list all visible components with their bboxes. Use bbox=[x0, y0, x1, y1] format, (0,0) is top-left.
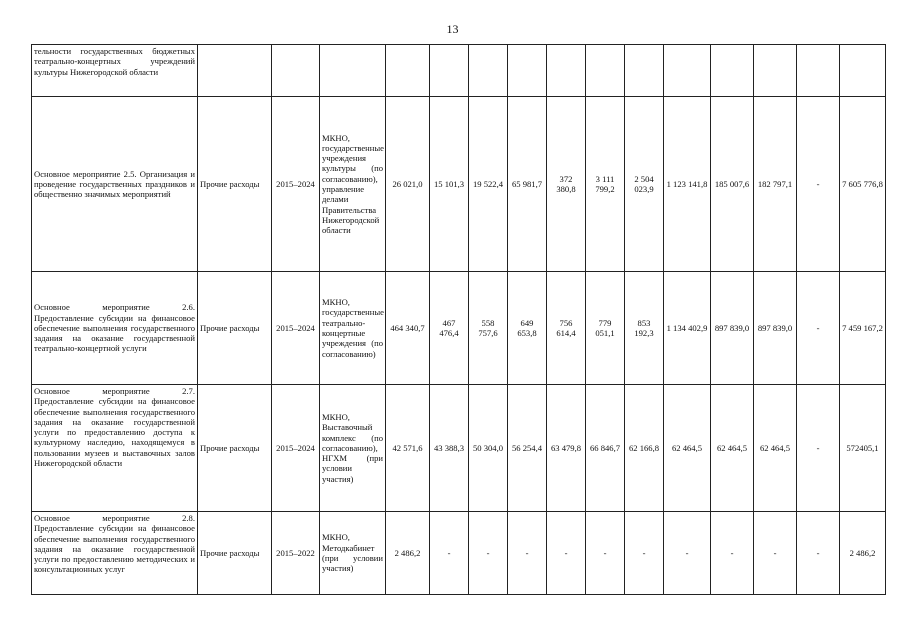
executor-cell: МКНО, государственные театрально-концертные учреждения (по согласованию) bbox=[320, 272, 386, 385]
amount-cell bbox=[711, 45, 754, 97]
amount-cell: 572405,1 bbox=[840, 385, 886, 512]
amount-cell: 63 479,8 bbox=[547, 385, 586, 512]
executor-cell: МКНО, Методкабинет (при условии участия) bbox=[320, 512, 386, 595]
amount-cell: - bbox=[797, 272, 840, 385]
amount-cell: 15 101,3 bbox=[430, 97, 469, 272]
amount-cell: 62 166,8 bbox=[625, 385, 664, 512]
amount-cell: 2 486,2 bbox=[386, 512, 430, 595]
amount-cell bbox=[469, 45, 508, 97]
amount-cell bbox=[664, 45, 711, 97]
expense-category: Прочие расходы bbox=[198, 512, 272, 595]
amount-cell: 62 464,5 bbox=[664, 385, 711, 512]
executor-cell: МКНО, государственные учреждения культуры (по согласованию), управление делами Правительства Нижегородской области bbox=[320, 97, 386, 272]
expense-category: Прочие расходы bbox=[198, 97, 272, 272]
amount-cell: 853 192,3 bbox=[625, 272, 664, 385]
amount-cell: 2 486,2 bbox=[840, 512, 886, 595]
amount-cell: 558 757,6 bbox=[469, 272, 508, 385]
amount-cell: 2 504 023,9 bbox=[625, 97, 664, 272]
implementation-period: 2015–2024 bbox=[272, 97, 320, 272]
amount-cell: - bbox=[508, 512, 547, 595]
implementation-period bbox=[272, 45, 320, 97]
amount-cell: - bbox=[547, 512, 586, 595]
amount-cell: 65 981,7 bbox=[508, 97, 547, 272]
page-number: 13 bbox=[446, 22, 459, 36]
expense-category: Прочие расходы bbox=[198, 272, 272, 385]
table-row bbox=[32, 97, 886, 272]
amount-cell bbox=[547, 45, 586, 97]
budget-table bbox=[31, 44, 886, 595]
amount-cell: - bbox=[664, 512, 711, 595]
implementation-period: 2015–2024 bbox=[272, 272, 320, 385]
amount-cell: 26 021,0 bbox=[386, 97, 430, 272]
table-row bbox=[32, 385, 886, 512]
table-row bbox=[32, 272, 886, 385]
amount-cell: 43 388,3 bbox=[430, 385, 469, 512]
amount-cell: 62 464,5 bbox=[711, 385, 754, 512]
amount-cell: 467 476,4 bbox=[430, 272, 469, 385]
amount-cell: 19 522,4 bbox=[469, 97, 508, 272]
expense-category: Прочие расходы bbox=[198, 385, 272, 512]
table-row bbox=[32, 45, 886, 97]
amount-cell: 185 007,6 bbox=[711, 97, 754, 272]
amount-cell: - bbox=[797, 512, 840, 595]
amount-cell: - bbox=[797, 385, 840, 512]
amount-cell bbox=[386, 45, 430, 97]
amount-cell: 50 304,0 bbox=[469, 385, 508, 512]
amount-cell: 779 051,1 bbox=[586, 272, 625, 385]
amount-cell: - bbox=[711, 512, 754, 595]
amount-cell: 62 464,5 bbox=[754, 385, 797, 512]
executor-cell bbox=[320, 45, 386, 97]
amount-cell: - bbox=[469, 512, 508, 595]
activity-description: Основное мероприятие 2.7. Предоставление субсидии на финансовое обеспечение выполнения государственного задания на оказание государственной услуги по предоставлению доступа к культурному наследию, находящемуся в пользовании музеев и выставочных залов Нижегородской области bbox=[32, 385, 198, 512]
activity-description: тельности государственных бюджетных театрально-концертных учреждений культуры Нижегородской области bbox=[32, 45, 198, 97]
executor-cell: МКНО, Выставочный комплекс (по согласованию), НГХМ (при условии участия) bbox=[320, 385, 386, 512]
amount-cell: 7 605 776,8 bbox=[840, 97, 886, 272]
amount-cell: 464 340,7 bbox=[386, 272, 430, 385]
amount-cell: 756 614,4 bbox=[547, 272, 586, 385]
amount-cell bbox=[586, 45, 625, 97]
amount-cell bbox=[625, 45, 664, 97]
amount-cell: 897 839,0 bbox=[754, 272, 797, 385]
implementation-period: 2015–2024 bbox=[272, 385, 320, 512]
amount-cell bbox=[840, 45, 886, 97]
amount-cell bbox=[508, 45, 547, 97]
amount-cell: 372 380,8 bbox=[547, 97, 586, 272]
amount-cell: - bbox=[625, 512, 664, 595]
amount-cell bbox=[430, 45, 469, 97]
activity-description: Основное мероприятие 2.6. Предоставление субсидии на финансовое обеспечение выполнения государственного задания на оказание государственной театрально-концертной услуги bbox=[32, 272, 198, 385]
amount-cell: 897 839,0 bbox=[711, 272, 754, 385]
amount-cell: 42 571,6 bbox=[386, 385, 430, 512]
activity-description: Основное мероприятие 2.8. Предоставление субсидии на финансовое обеспечение выполнения государственного задания на оказание государственной услуги по предоставлению методических и консультационных услуг bbox=[32, 512, 198, 595]
amount-cell: 56 254,4 bbox=[508, 385, 547, 512]
amount-cell: 182 797,1 bbox=[754, 97, 797, 272]
amount-cell: 7 459 167,2 bbox=[840, 272, 886, 385]
amount-cell bbox=[754, 45, 797, 97]
amount-cell: 1 123 141,8 bbox=[664, 97, 711, 272]
table-row bbox=[32, 512, 886, 595]
expense-category bbox=[198, 45, 272, 97]
amount-cell: - bbox=[754, 512, 797, 595]
amount-cell: 66 846,7 bbox=[586, 385, 625, 512]
amount-cell: 3 111 799,2 bbox=[586, 97, 625, 272]
amount-cell: - bbox=[797, 97, 840, 272]
amount-cell: 1 134 402,9 bbox=[664, 272, 711, 385]
amount-cell: - bbox=[586, 512, 625, 595]
activity-description: Основное мероприятие 2.5. Организация и проведение государственных праздников и общественно значимых мероприятий bbox=[32, 97, 198, 272]
amount-cell: - bbox=[430, 512, 469, 595]
amount-cell: 649 653,8 bbox=[508, 272, 547, 385]
implementation-period: 2015–2022 bbox=[272, 512, 320, 595]
amount-cell bbox=[797, 45, 840, 97]
